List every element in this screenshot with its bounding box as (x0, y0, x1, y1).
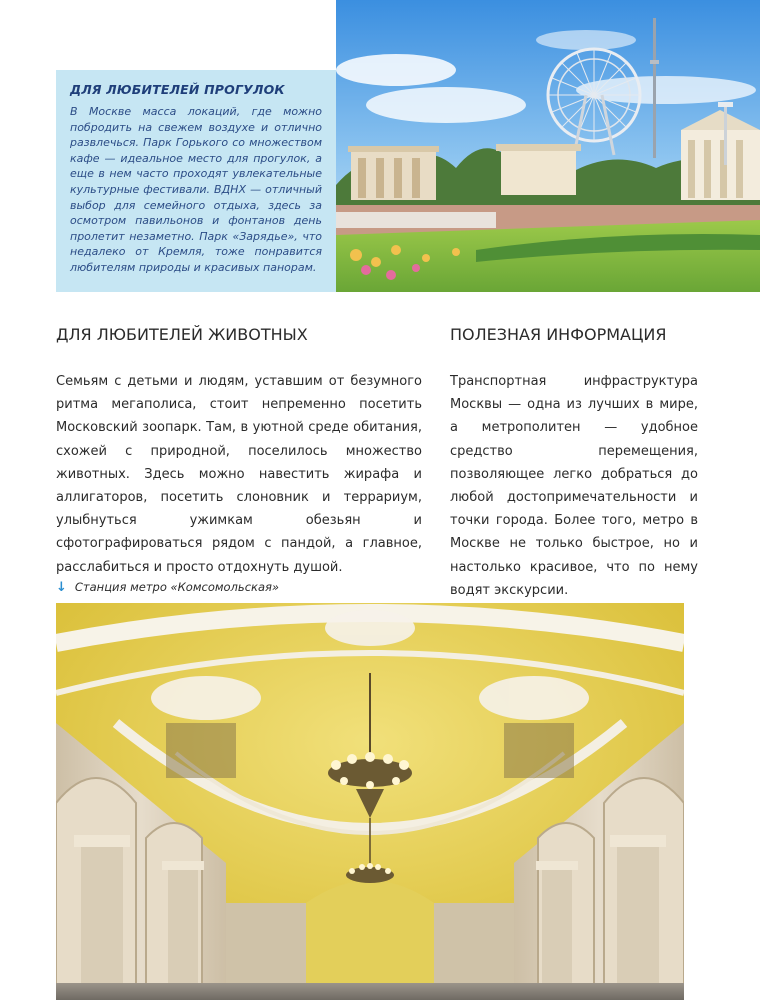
photo-caption (56, 578, 279, 596)
info-heading: ПОЛЕЗНАЯ ИНФОРМАЦИЯ (450, 325, 667, 344)
walks-callout (56, 70, 336, 292)
info-section (450, 325, 698, 602)
metro-photo (56, 603, 684, 1000)
animals-heading: ДЛЯ ЛЮБИТЕЛЕЙ ЖИВОТНЫХ (56, 325, 308, 344)
callout-text: В Москве масса локаций, где можно побродить на свежем воздухе и отлично развлечься. Парк Горького со множеством кафе — идеальное место для прогулок, а еще в нем часто проходят увлекательные культурные фестивали. ВДНХ — отличный выбор для семейного отдыха, здесь за осмотром павильонов и фонтанов день пролетит незаметно. Парк «Зарядье», что недалеко от Кремля, тоже понравится любителям природы и красивых панорам. (70, 105, 322, 274)
park-photo (336, 0, 760, 292)
info-text: Транспортная инфраструктура Москвы — одна из лучших в мире, а метрополитен — удобное средство перемещения, позволяющее легко добраться до любой достопримечательности и точки города. Более того, метро в Москве не только быстрое, но и настолько красивое, что по нему водят экскурсии. (450, 374, 698, 598)
callout-title: ДЛЯ ЛЮБИТЕЛЕЙ ПРОГУЛОК (70, 82, 285, 97)
animals-text: Семьям с детьми и людям, уставшим от безумного ритма мегаполиса, стоит непременно посетить Московский зоопарк. Там, в уютной среде обитания, схожей с природной, поселилось множество животных. Здесь можно навестить жирафа и аллигаторов, посетить слоновник и террариум, улыбнуться ужимкам обезьян и сфотографироваться рядом с пандой, а главное, расслабиться и просто отдохнуть душой. (56, 374, 422, 575)
caption-text: Станция метро «Комсомольская» (74, 580, 280, 594)
park-photo-illustration (336, 0, 760, 292)
animals-section (56, 325, 422, 579)
metro-photo-illustration (56, 603, 684, 1000)
arrow-down-icon: ↓ (56, 579, 67, 595)
